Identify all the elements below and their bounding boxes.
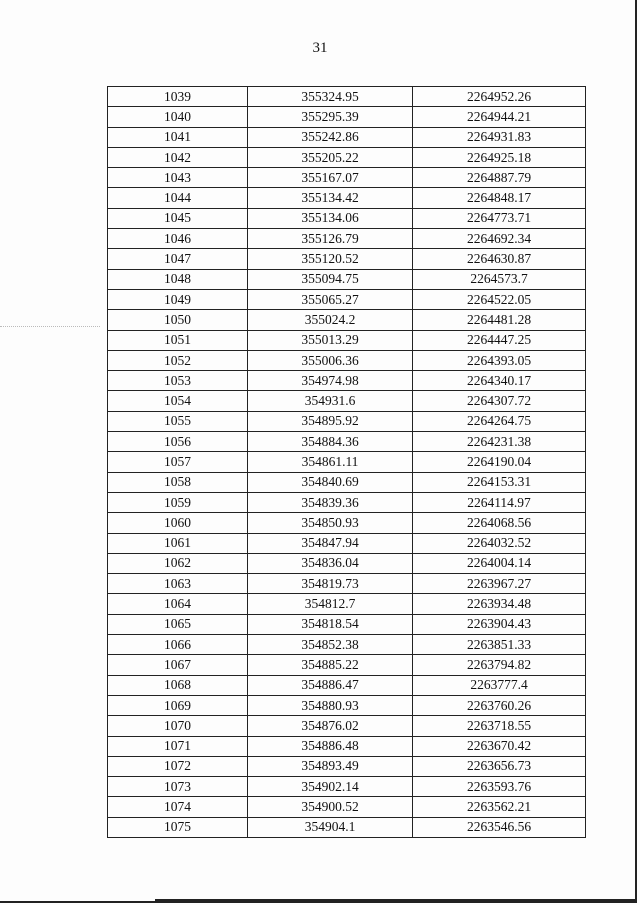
x-coordinate-cell: 355205.22 [248,147,413,167]
x-coordinate-cell: 354974.98 [248,371,413,391]
y-coordinate-cell: 2264447.25 [413,330,586,350]
y-coordinate-cell: 2264925.18 [413,147,586,167]
y-coordinate-cell: 2264004.14 [413,553,586,573]
point-number-cell: 1064 [108,594,248,614]
point-number-cell: 1055 [108,411,248,431]
table-row [108,655,586,675]
table-row [108,107,586,127]
point-number-cell: 1057 [108,452,248,472]
point-number-cell: 1047 [108,249,248,269]
point-number-cell: 1042 [108,147,248,167]
point-number-cell: 1059 [108,492,248,512]
point-number-cell: 1067 [108,655,248,675]
y-coordinate-cell: 2263656.73 [413,756,586,776]
x-coordinate-cell: 354850.93 [248,513,413,533]
x-coordinate-cell: 355024.2 [248,310,413,330]
x-coordinate-cell: 355295.39 [248,107,413,127]
x-coordinate-cell: 355013.29 [248,330,413,350]
y-coordinate-cell: 2263967.27 [413,574,586,594]
x-coordinate-cell: 355324.95 [248,87,413,107]
page-number: 31 [312,40,328,56]
y-coordinate-cell: 2264231.38 [413,432,586,452]
y-coordinate-cell: 2264153.31 [413,472,586,492]
point-number-cell: 1044 [108,188,248,208]
y-coordinate-cell: 2264931.83 [413,127,586,147]
x-coordinate-cell: 355134.06 [248,208,413,228]
table-row [108,513,586,533]
table-row [108,574,586,594]
table-row [108,472,586,492]
point-number-cell: 1054 [108,391,248,411]
table-row [108,756,586,776]
point-number-cell: 1062 [108,553,248,573]
point-number-cell: 1053 [108,371,248,391]
point-number-cell: 1045 [108,208,248,228]
x-coordinate-cell: 354819.73 [248,574,413,594]
x-coordinate-cell: 354861.11 [248,452,413,472]
x-coordinate-cell: 354904.1 [248,817,413,837]
x-coordinate-cell: 354886.47 [248,675,413,695]
y-coordinate-cell: 2263777.4 [413,675,586,695]
table-row [108,716,586,736]
table-row [108,147,586,167]
x-coordinate-cell: 355134.42 [248,188,413,208]
point-number-cell: 1050 [108,310,248,330]
y-coordinate-cell: 2263562.21 [413,797,586,817]
x-coordinate-cell: 354839.36 [248,492,413,512]
table-row [108,249,586,269]
table-row [108,736,586,756]
table-row [108,553,586,573]
table-row [108,614,586,634]
y-coordinate-cell: 2263546.56 [413,817,586,837]
point-number-cell: 1065 [108,614,248,634]
y-coordinate-cell: 2264393.05 [413,350,586,370]
bottom-rule [155,899,637,901]
coordinates-table [107,86,586,838]
x-coordinate-cell: 354812.7 [248,594,413,614]
point-number-cell: 1058 [108,472,248,492]
table-row [108,452,586,472]
table-row [108,777,586,797]
x-coordinate-cell: 354895.92 [248,411,413,431]
y-coordinate-cell: 2263593.76 [413,777,586,797]
point-number-cell: 1066 [108,635,248,655]
y-coordinate-cell: 2264032.52 [413,533,586,553]
y-coordinate-cell: 2263904.43 [413,614,586,634]
table-row [108,208,586,228]
x-coordinate-cell: 354876.02 [248,716,413,736]
table-row [108,817,586,837]
table-row [108,168,586,188]
point-number-cell: 1068 [108,675,248,695]
y-coordinate-cell: 2263760.26 [413,695,586,715]
y-coordinate-cell: 2263851.33 [413,635,586,655]
x-coordinate-cell: 354852.38 [248,635,413,655]
x-coordinate-cell: 355120.52 [248,249,413,269]
table-row [108,635,586,655]
point-number-cell: 1070 [108,716,248,736]
table-row [108,87,586,107]
point-number-cell: 1052 [108,350,248,370]
x-coordinate-cell: 355242.86 [248,127,413,147]
point-number-cell: 1041 [108,127,248,147]
point-number-cell: 1040 [108,107,248,127]
x-coordinate-cell: 354880.93 [248,695,413,715]
table-row [108,188,586,208]
point-number-cell: 1043 [108,168,248,188]
y-coordinate-cell: 2264887.79 [413,168,586,188]
y-coordinate-cell: 2263670.42 [413,736,586,756]
table-row [108,695,586,715]
table-row [108,269,586,289]
table-row [108,432,586,452]
y-coordinate-cell: 2264340.17 [413,371,586,391]
table-row [108,492,586,512]
table-row [108,371,586,391]
y-coordinate-cell: 2264307.72 [413,391,586,411]
x-coordinate-cell: 354900.52 [248,797,413,817]
y-coordinate-cell: 2264522.05 [413,289,586,309]
margin-mark [0,326,100,327]
table-row [108,391,586,411]
x-coordinate-cell: 355167.07 [248,168,413,188]
point-number-cell: 1051 [108,330,248,350]
point-number-cell: 1072 [108,756,248,776]
x-coordinate-cell: 354836.04 [248,553,413,573]
x-coordinate-cell: 354886.48 [248,736,413,756]
table-row [108,675,586,695]
y-coordinate-cell: 2264848.17 [413,188,586,208]
table-row [108,229,586,249]
y-coordinate-cell: 2264773.71 [413,208,586,228]
table-row [108,411,586,431]
point-number-cell: 1060 [108,513,248,533]
y-coordinate-cell: 2263934.48 [413,594,586,614]
table-row [108,289,586,309]
table-row [108,350,586,370]
point-number-cell: 1074 [108,797,248,817]
table-row [108,533,586,553]
x-coordinate-cell: 355006.36 [248,350,413,370]
table-row [108,330,586,350]
y-coordinate-cell: 2264114.97 [413,492,586,512]
y-coordinate-cell: 2264692.34 [413,229,586,249]
point-number-cell: 1069 [108,695,248,715]
y-coordinate-cell: 2264944.21 [413,107,586,127]
point-number-cell: 1048 [108,269,248,289]
coordinates-table-body [108,87,586,838]
x-coordinate-cell: 355094.75 [248,269,413,289]
y-coordinate-cell: 2263718.55 [413,716,586,736]
y-coordinate-cell: 2264573.7 [413,269,586,289]
point-number-cell: 1046 [108,229,248,249]
x-coordinate-cell: 354931.6 [248,391,413,411]
point-number-cell: 1075 [108,817,248,837]
y-coordinate-cell: 2264068.56 [413,513,586,533]
y-coordinate-cell: 2264190.04 [413,452,586,472]
point-number-cell: 1049 [108,289,248,309]
x-coordinate-cell: 354818.54 [248,614,413,634]
point-number-cell: 1073 [108,777,248,797]
point-number-cell: 1071 [108,736,248,756]
table-row [108,594,586,614]
y-coordinate-cell: 2264264.75 [413,411,586,431]
point-number-cell: 1039 [108,87,248,107]
point-number-cell: 1061 [108,533,248,553]
table-row [108,127,586,147]
x-coordinate-cell: 354885.22 [248,655,413,675]
table-row [108,310,586,330]
table-row [108,797,586,817]
x-coordinate-cell: 354893.49 [248,756,413,776]
y-coordinate-cell: 2264630.87 [413,249,586,269]
x-coordinate-cell: 355065.27 [248,289,413,309]
y-coordinate-cell: 2264481.28 [413,310,586,330]
x-coordinate-cell: 354884.36 [248,432,413,452]
x-coordinate-cell: 354840.69 [248,472,413,492]
point-number-cell: 1056 [108,432,248,452]
x-coordinate-cell: 354902.14 [248,777,413,797]
x-coordinate-cell: 355126.79 [248,229,413,249]
y-coordinate-cell: 2263794.82 [413,655,586,675]
x-coordinate-cell: 354847.94 [248,533,413,553]
point-number-cell: 1063 [108,574,248,594]
y-coordinate-cell: 2264952.26 [413,87,586,107]
